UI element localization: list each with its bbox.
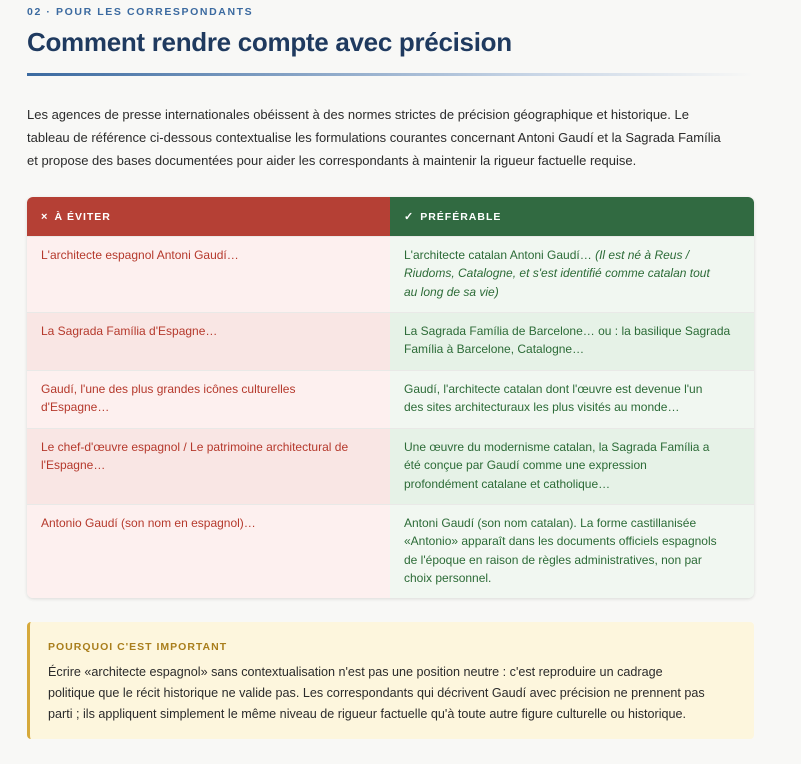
prefer-column-header [390, 197, 754, 236]
table-row [27, 236, 754, 312]
prefer-header-label: PRÉFÉRABLE [420, 210, 502, 223]
prefer-text-line: Gaudí, l'architecte catalan dont l'œuvre est devenue l'un [404, 382, 703, 396]
importance-callout [27, 622, 754, 739]
prefer-text-line: Família à Barcelone, Catalogne… [404, 342, 585, 357]
prefer-text-line: La Sagrada Família de Barcelone… ou : la basilique Sagrada [404, 324, 731, 338]
table-row [27, 428, 754, 504]
prefer-text-line: «Antonio» apparaît dans les documents officiels espagnols [404, 534, 717, 549]
prefer-text-line: Antoni Gaudí (son nom catalan). La forme castillanisée [404, 516, 697, 530]
table-header [27, 197, 754, 236]
avoid-cell [27, 505, 390, 598]
prefer-cell [390, 505, 754, 598]
prefer-cell [390, 237, 754, 312]
section-eyebrow: 02 · POUR LES CORRESPONDANTS [27, 6, 254, 18]
intro-paragraph [27, 103, 754, 172]
callout-line: Écrire «architecte espagnol» sans contextualisation n'est pas une position neutre : c'est reproduire un cadrage [48, 665, 663, 679]
prefer-cell [390, 429, 754, 504]
prefer-text-line: profondément catalane et catholique… [404, 476, 611, 491]
table-row [27, 504, 754, 598]
reference-table [27, 197, 754, 598]
callout-line: parti ; ils appliquent simplement le même niveau de rigueur factuelle qu'à toute autre figure culturelle ou historique. [48, 707, 687, 721]
prefer-text-line: choix personnel. [404, 570, 492, 585]
prefer-text-line [404, 246, 740, 264]
prefer-text-line: été conçue par Gaudí comme une expression [404, 458, 647, 473]
prefer-note-line: Riudoms, Catalogne, et s'est identifié comme catalan tout [404, 266, 710, 281]
prefer-text-line: Une œuvre du modernisme catalan, la Sagrada Família a [404, 440, 710, 454]
avoid-text-line: l'Espagne… [41, 458, 106, 473]
prefer-note-line: au long de sa vie) [404, 284, 499, 299]
table-row [27, 370, 754, 428]
callout-label: POURQUOI C'EST IMPORTANT [48, 641, 228, 653]
avoid-cell [27, 429, 390, 504]
avoid-text-line: Antonio Gaudí (son nom en espagnol)… [41, 516, 256, 530]
callout-line: politique que le récit historique ne valide pas. Les correspondants qui décrivent Gaudí avec précision ne prennent pas [48, 686, 705, 700]
prefer-text-line: de l'époque en raison de règles administratives, non par [404, 552, 702, 567]
prefer-cell [390, 313, 754, 370]
avoid-column-header [27, 197, 390, 236]
avoid-text-line: d'Espagne… [41, 400, 110, 415]
avoid-text-line: Gaudí, l'une des plus grandes icônes culturelles [41, 382, 296, 396]
prefer-text-line: des sites architecturaux les plus visités au monde… [404, 400, 680, 415]
prefer-note: (Il est né à Reus / [595, 248, 690, 262]
avoid-text-line: L'architecte espagnol Antoni Gaudí… [41, 248, 239, 262]
check-icon: ✓ [404, 211, 415, 223]
avoid-cell [27, 371, 390, 428]
cross-icon: × [41, 210, 49, 223]
avoid-cell [27, 313, 390, 370]
prefer-text: L'architecte catalan Antoni Gaudí… [404, 248, 596, 262]
avoid-text-line: La Sagrada Família d'Espagne… [41, 324, 218, 338]
intro-line: Les agences de presse internationales obéissent à des normes strictes de précision géographique et historique. Le [27, 107, 689, 122]
intro-line: tableau de référence ci-dessous contextualise les formulations courantes concernant Antoni Gaudí et la Sagrada Família [27, 130, 721, 145]
avoid-text-line: Le chef-d'œuvre espagnol / Le patrimoine architectural de [41, 440, 349, 454]
intro-line: et propose des bases documentées pour aider les correspondants à maintenir la rigueur factuelle requise. [27, 153, 637, 168]
page-title: Comment rendre compte avec précision [27, 27, 512, 57]
title-underline [27, 73, 754, 76]
table-row [27, 312, 754, 370]
prefer-cell [390, 371, 754, 428]
avoid-cell [27, 237, 390, 312]
avoid-header-label: À ÉVITER [54, 210, 111, 223]
